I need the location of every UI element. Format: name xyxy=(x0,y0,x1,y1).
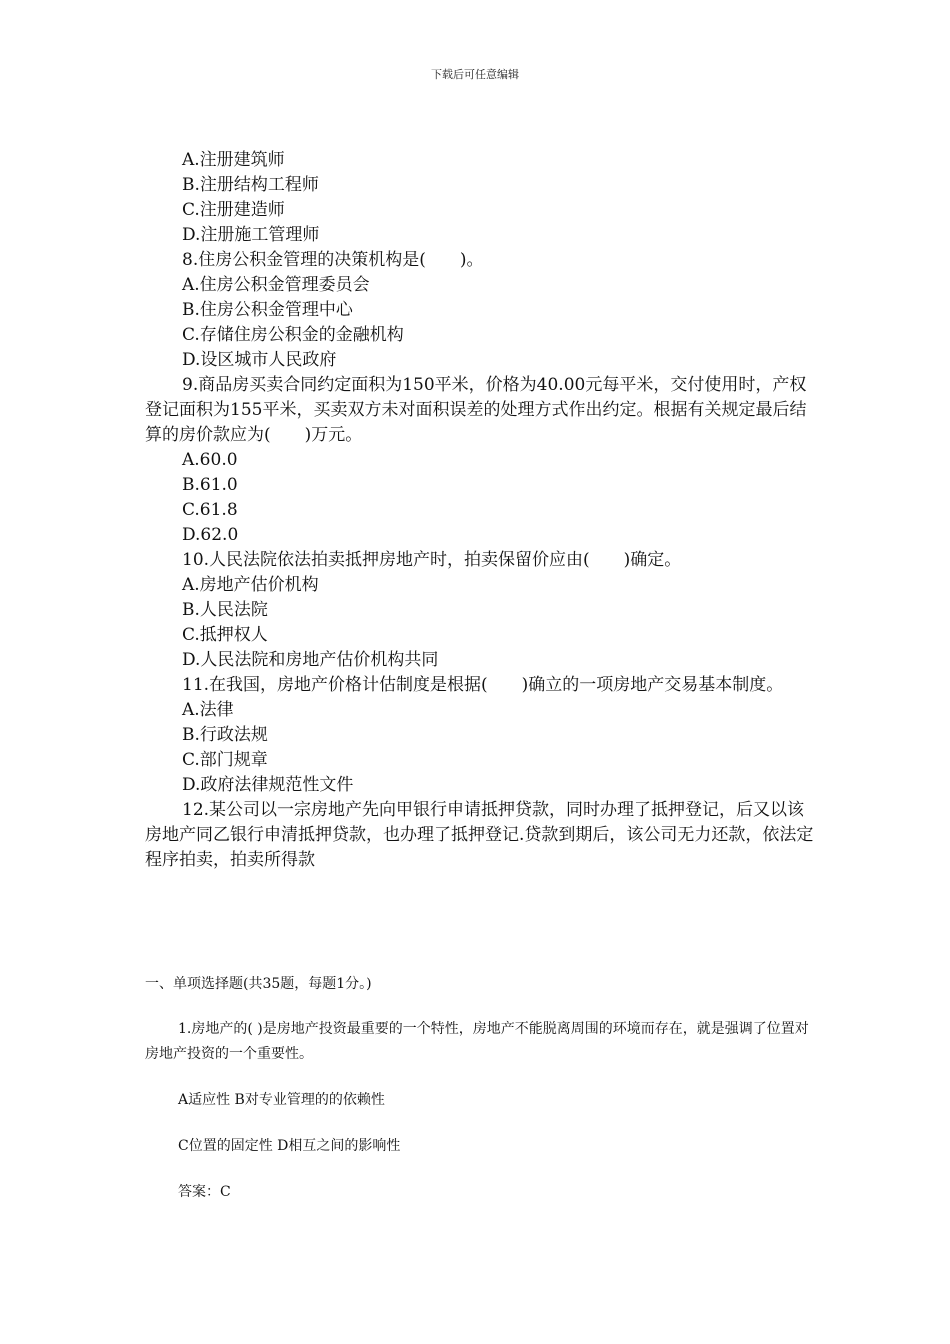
q8-option-a: A.住房公积金管理委员会 xyxy=(182,275,370,295)
question-list xyxy=(145,148,817,873)
q9-option-b: B.61.0 xyxy=(182,475,238,495)
q11-option-d: D.政府法律规范性文件 xyxy=(182,775,354,795)
q9-option-a: A.60.0 xyxy=(182,450,238,470)
q7-option-c: C.注册建造师 xyxy=(182,200,285,220)
question-10: 10.人民法院依法拍卖抵押房地产时，拍卖保留价应由( )确定。 xyxy=(182,550,682,570)
section-q1-answer: 答案：C xyxy=(178,1184,231,1200)
page-header: 下载后可任意编辑 xyxy=(431,68,519,81)
question-8: 8.住房公积金管理的决策机构是( )。 xyxy=(182,250,484,270)
q10-option-c: C.抵押权人 xyxy=(182,625,268,645)
q7-option-a: A.注册建筑师 xyxy=(182,150,285,170)
q11-option-b: B.行政法规 xyxy=(182,725,268,745)
question-9: 9.商品房买卖合同约定面积为150平米，价格为40.00元每平米，交付使用时，产权登记面积为155平米，买卖双方未对面积误差的处理方式作出约定。根据有关规定最后结算的房价款应为( )万元。 xyxy=(145,375,807,445)
section-title: 一、单项选择题(共35题，每题1分。) xyxy=(145,976,372,992)
q10-option-a: A.房地产估价机构 xyxy=(182,575,319,595)
q10-option-b: B.人民法院 xyxy=(182,600,268,620)
q8-option-c: C.存储住房公积金的金融机构 xyxy=(182,325,404,345)
q8-option-b: B.住房公积金管理中心 xyxy=(182,300,353,320)
q9-option-c: C.61.8 xyxy=(182,500,238,520)
section-question-1: 1.房地产的( )是房地产投资最重要的一个特性，房地产不能脱离周围的环境而存在，就是强调了位置对房地产投资的一个重要性。 xyxy=(145,1021,809,1062)
q8-option-d: D.设区城市人民政府 xyxy=(182,350,337,370)
q7-option-b: B.注册结构工程师 xyxy=(182,175,319,195)
q7-option-d: D.注册施工管理师 xyxy=(182,225,320,245)
section-q1-options-ab: A适应性 B对专业管理的的依赖性 xyxy=(178,1092,385,1108)
section-q1-options-cd: C位置的固定性 D相互之间的影响性 xyxy=(178,1138,401,1154)
question-11: 11.在我国，房地产价格计估制度是根据( )确立的一项房地产交易基本制度。 xyxy=(182,675,784,695)
q9-option-d: D.62.0 xyxy=(182,525,239,545)
q11-option-c: C.部门规章 xyxy=(182,750,268,770)
single-choice-section xyxy=(145,972,817,1205)
q11-option-a: A.法律 xyxy=(182,700,234,720)
question-12: 12.某公司以一宗房地产先向甲银行申请抵押贷款，同时办理了抵押登记，后又以该房地产同乙银行申清抵押贷款，也办理了抵押登记.贷款到期后，该公司无力还款，依法定程序拍卖，拍卖所得款 xyxy=(145,800,814,870)
q10-option-d: D.人民法院和房地产估价机构共同 xyxy=(182,650,439,670)
